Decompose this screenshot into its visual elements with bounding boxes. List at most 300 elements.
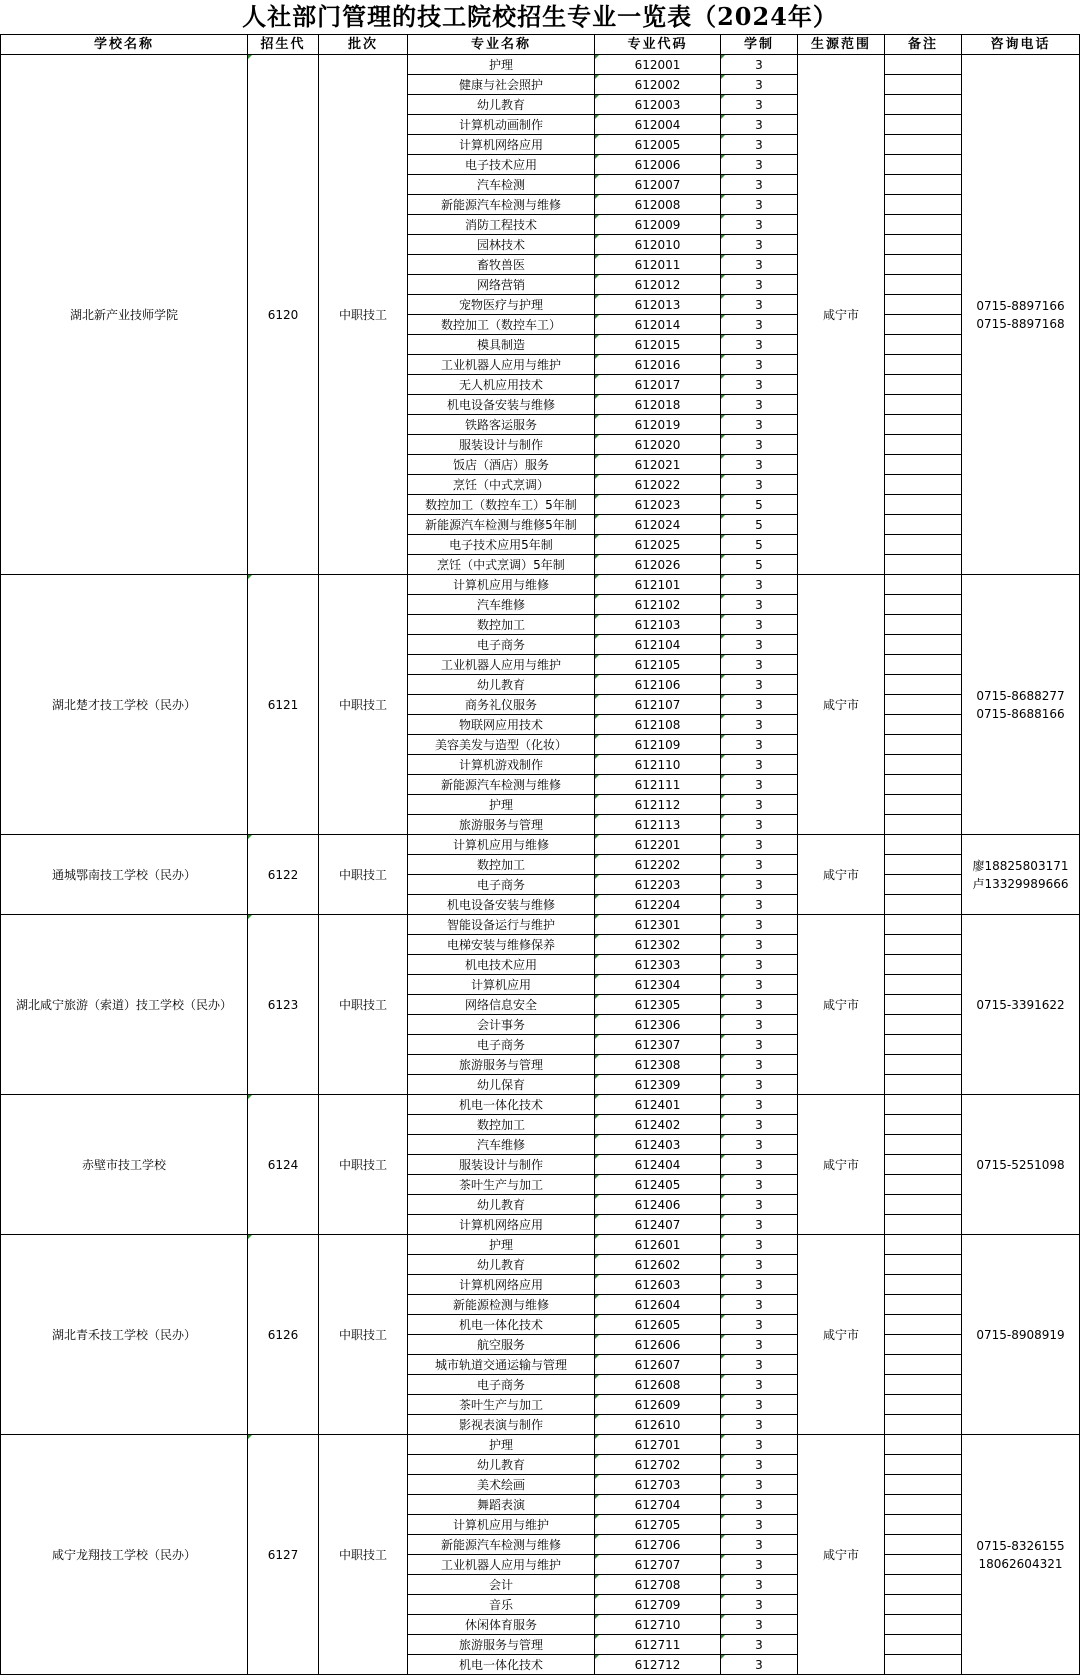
major-name: 工业机器人应用与维护 xyxy=(408,355,595,375)
major-code: 612306 xyxy=(595,1015,721,1035)
enroll-code: 6124 xyxy=(248,1095,319,1235)
major-name: 旅游服务与管理 xyxy=(408,1635,595,1655)
notes-cell xyxy=(885,1615,962,1635)
duration: 3 xyxy=(721,1115,798,1135)
duration: 3 xyxy=(721,655,798,675)
major-code: 612004 xyxy=(595,115,721,135)
notes-cell xyxy=(885,1455,962,1475)
notes-cell xyxy=(885,1075,962,1095)
major-code: 612203 xyxy=(595,875,721,895)
major-name: 数控加工 xyxy=(408,615,595,635)
major-name: 护理 xyxy=(408,1435,595,1455)
phone-number: 0715-5251098 xyxy=(976,1157,1065,1172)
region: 咸宁市 xyxy=(798,1095,885,1235)
notes-cell xyxy=(885,415,962,435)
notes-cell xyxy=(885,755,962,775)
notes-cell xyxy=(885,1295,962,1315)
major-code: 612705 xyxy=(595,1515,721,1535)
major-code: 612302 xyxy=(595,935,721,955)
enroll-code: 6126 xyxy=(248,1235,319,1435)
major-code: 612015 xyxy=(595,335,721,355)
major-name: 机电一体化技术 xyxy=(408,1655,595,1675)
major-code: 612021 xyxy=(595,455,721,475)
major-name: 物联网应用技术 xyxy=(408,715,595,735)
major-name: 美容美发与造型（化妆） xyxy=(408,735,595,755)
table-row xyxy=(1,1235,1080,1255)
region: 咸宁市 xyxy=(798,835,885,915)
major-name: 数控加工（数控车工）5年制 xyxy=(408,495,595,515)
major-code: 612308 xyxy=(595,1055,721,1075)
duration: 3 xyxy=(721,1075,798,1095)
major-name: 网络信息安全 xyxy=(408,995,595,1015)
major-code: 612104 xyxy=(595,635,721,655)
major-name: 数控加工 xyxy=(408,855,595,875)
notes-cell xyxy=(885,915,962,935)
duration: 3 xyxy=(721,1535,798,1555)
major-name: 计算机动画制作 xyxy=(408,115,595,135)
duration: 3 xyxy=(721,855,798,875)
notes-cell xyxy=(885,555,962,575)
table-body xyxy=(1,55,1080,1675)
major-name: 铁路客运服务 xyxy=(408,415,595,435)
phone-number: 0715-8688277 xyxy=(976,688,1065,703)
duration: 3 xyxy=(721,1495,798,1515)
major-code: 612008 xyxy=(595,195,721,215)
table-row xyxy=(1,1095,1080,1115)
major-name: 幼儿教育 xyxy=(408,1255,595,1275)
phone-number: 0715-3391622 xyxy=(976,997,1065,1012)
major-code: 612014 xyxy=(595,315,721,335)
major-name: 电子商务 xyxy=(408,1375,595,1395)
major-name: 美术绘画 xyxy=(408,1475,595,1495)
major-name: 无人机应用技术 xyxy=(408,375,595,395)
major-code: 612010 xyxy=(595,235,721,255)
duration: 3 xyxy=(721,1335,798,1355)
duration: 3 xyxy=(721,715,798,735)
notes-cell xyxy=(885,535,962,555)
major-code: 612604 xyxy=(595,1295,721,1315)
enrollment-table xyxy=(0,34,1080,1675)
notes-cell xyxy=(885,655,962,675)
notes-cell xyxy=(885,1315,962,1335)
major-name: 汽车维修 xyxy=(408,1135,595,1155)
major-code: 612708 xyxy=(595,1575,721,1595)
major-code: 612025 xyxy=(595,535,721,555)
notes-cell xyxy=(885,495,962,515)
notes-cell xyxy=(885,1395,962,1415)
notes-cell xyxy=(885,1475,962,1495)
notes-cell xyxy=(885,135,962,155)
notes-cell xyxy=(885,215,962,235)
duration: 3 xyxy=(721,875,798,895)
notes-cell xyxy=(885,435,962,455)
major-code: 612005 xyxy=(595,135,721,155)
notes-cell xyxy=(885,1135,962,1155)
major-code: 612110 xyxy=(595,755,721,775)
major-code: 612023 xyxy=(595,495,721,515)
major-name: 商务礼仪服务 xyxy=(408,695,595,715)
duration: 3 xyxy=(721,1515,798,1535)
school-name: 咸宁龙翔技工学校（民办） xyxy=(1,1435,248,1675)
major-name: 烹饪（中式烹调）5年制 xyxy=(408,555,595,575)
major-name: 计算机应用与维护 xyxy=(408,1515,595,1535)
notes-cell xyxy=(885,515,962,535)
major-name: 舞蹈表演 xyxy=(408,1495,595,1515)
notes-cell xyxy=(885,1415,962,1435)
duration: 3 xyxy=(721,275,798,295)
notes-cell xyxy=(885,895,962,915)
major-name: 机电设备安装与维修 xyxy=(408,395,595,415)
major-name: 电梯安装与维修保养 xyxy=(408,935,595,955)
duration: 3 xyxy=(721,375,798,395)
major-code: 612102 xyxy=(595,595,721,615)
major-code: 612105 xyxy=(595,655,721,675)
notes-cell xyxy=(885,1495,962,1515)
enroll-code: 6122 xyxy=(248,835,319,915)
duration: 5 xyxy=(721,495,798,515)
batch: 中职技工 xyxy=(319,1435,408,1675)
major-code: 612605 xyxy=(595,1315,721,1335)
major-name: 护理 xyxy=(408,55,595,75)
major-name: 休闲体育服务 xyxy=(408,1615,595,1635)
notes-cell xyxy=(885,1635,962,1655)
notes-cell xyxy=(885,95,962,115)
major-name: 电子技术应用5年制 xyxy=(408,535,595,555)
duration: 3 xyxy=(721,795,798,815)
notes-cell xyxy=(885,1255,962,1275)
major-name: 护理 xyxy=(408,1235,595,1255)
notes-cell xyxy=(885,335,962,355)
major-name: 城市轨道交通运输与管理 xyxy=(408,1355,595,1375)
notes-cell xyxy=(885,1015,962,1035)
major-name: 机电设备安装与维修 xyxy=(408,895,595,915)
duration: 3 xyxy=(721,815,798,835)
duration: 3 xyxy=(721,1595,798,1615)
duration: 3 xyxy=(721,1015,798,1035)
duration: 3 xyxy=(721,475,798,495)
major-code: 612706 xyxy=(595,1535,721,1555)
major-name: 数控加工 xyxy=(408,1115,595,1135)
notes-cell xyxy=(885,475,962,495)
phone-cell xyxy=(962,55,1080,575)
notes-cell xyxy=(885,1515,962,1535)
phone-number: 18062604321 xyxy=(978,1556,1063,1571)
major-name: 茶叶生产与加工 xyxy=(408,1395,595,1415)
major-name: 汽车检测 xyxy=(408,175,595,195)
major-code: 612019 xyxy=(595,415,721,435)
duration: 3 xyxy=(721,1135,798,1155)
phone-number: 廖18825803171 xyxy=(972,858,1069,873)
notes-cell xyxy=(885,235,962,255)
major-name: 数控加工（数控车工） xyxy=(408,315,595,335)
phone-cell xyxy=(962,575,1080,835)
major-name: 畜牧兽医 xyxy=(408,255,595,275)
duration: 3 xyxy=(721,335,798,355)
major-code: 612309 xyxy=(595,1075,721,1095)
major-code: 612201 xyxy=(595,835,721,855)
duration: 3 xyxy=(721,915,798,935)
major-code: 612106 xyxy=(595,675,721,695)
region: 咸宁市 xyxy=(798,575,885,835)
major-name: 新能源汽车检测与维修5年制 xyxy=(408,515,595,535)
duration: 5 xyxy=(721,555,798,575)
major-code: 612011 xyxy=(595,255,721,275)
phone-number: 0715-8897166 xyxy=(976,298,1065,313)
notes-cell xyxy=(885,995,962,1015)
notes-cell xyxy=(885,675,962,695)
major-name: 航空服务 xyxy=(408,1335,595,1355)
major-name: 电子商务 xyxy=(408,1035,595,1055)
school-name: 湖北青禾技工学校（民办） xyxy=(1,1235,248,1435)
notes-cell xyxy=(885,615,962,635)
major-name: 汽车维修 xyxy=(408,595,595,615)
major-name: 计算机网络应用 xyxy=(408,135,595,155)
major-code: 612607 xyxy=(595,1355,721,1375)
major-code: 612601 xyxy=(595,1235,721,1255)
notes-cell xyxy=(885,75,962,95)
major-code: 612305 xyxy=(595,995,721,1015)
major-name: 模具制造 xyxy=(408,335,595,355)
major-name: 服装设计与制作 xyxy=(408,435,595,455)
duration: 3 xyxy=(721,895,798,915)
phone-cell xyxy=(962,1435,1080,1675)
notes-cell xyxy=(885,955,962,975)
notes-cell xyxy=(885,935,962,955)
major-name: 计算机网络应用 xyxy=(408,1215,595,1235)
notes-cell xyxy=(885,1375,962,1395)
duration: 3 xyxy=(721,215,798,235)
duration: 3 xyxy=(721,1375,798,1395)
duration: 3 xyxy=(721,355,798,375)
notes-cell xyxy=(885,775,962,795)
major-name: 影视表演与制作 xyxy=(408,1415,595,1435)
school-name: 湖北新产业技师学院 xyxy=(1,55,248,575)
notes-cell xyxy=(885,395,962,415)
major-code: 612711 xyxy=(595,1635,721,1655)
major-code: 612013 xyxy=(595,295,721,315)
table-row xyxy=(1,915,1080,935)
major-code: 612012 xyxy=(595,275,721,295)
major-code: 612103 xyxy=(595,615,721,635)
major-name: 会计 xyxy=(408,1575,595,1595)
duration: 3 xyxy=(721,1255,798,1275)
major-code: 612404 xyxy=(595,1155,721,1175)
major-name: 新能源汽车检测与维修 xyxy=(408,195,595,215)
major-name: 计算机应用与维修 xyxy=(408,575,595,595)
notes-cell xyxy=(885,795,962,815)
major-code: 612304 xyxy=(595,975,721,995)
major-code: 612301 xyxy=(595,915,721,935)
major-name: 音乐 xyxy=(408,1595,595,1615)
notes-cell xyxy=(885,1435,962,1455)
notes-cell xyxy=(885,275,962,295)
duration: 3 xyxy=(721,675,798,695)
notes-cell xyxy=(885,855,962,875)
major-code: 612202 xyxy=(595,855,721,875)
notes-cell xyxy=(885,735,962,755)
notes-cell xyxy=(885,115,962,135)
major-name: 智能设备运行与维护 xyxy=(408,915,595,935)
notes-cell xyxy=(885,1215,962,1235)
notes-cell xyxy=(885,175,962,195)
notes-cell xyxy=(885,1095,962,1115)
major-code: 612606 xyxy=(595,1335,721,1355)
major-code: 612710 xyxy=(595,1615,721,1635)
header-duration: 学制 xyxy=(721,35,798,55)
major-code: 612405 xyxy=(595,1175,721,1195)
major-code: 612112 xyxy=(595,795,721,815)
enroll-code: 6127 xyxy=(248,1435,319,1675)
major-name: 新能源汽车检测与维修 xyxy=(408,1535,595,1555)
notes-cell xyxy=(885,975,962,995)
duration: 5 xyxy=(721,515,798,535)
major-name: 计算机应用 xyxy=(408,975,595,995)
duration: 3 xyxy=(721,95,798,115)
duration: 3 xyxy=(721,1415,798,1435)
major-code: 612108 xyxy=(595,715,721,735)
region: 咸宁市 xyxy=(798,1235,885,1435)
notes-cell xyxy=(885,1575,962,1595)
major-name: 健康与社会照护 xyxy=(408,75,595,95)
notes-cell xyxy=(885,1235,962,1255)
major-name: 宠物医疗与护理 xyxy=(408,295,595,315)
notes-cell xyxy=(885,815,962,835)
batch: 中职技工 xyxy=(319,55,408,575)
batch: 中职技工 xyxy=(319,835,408,915)
major-name: 茶叶生产与加工 xyxy=(408,1175,595,1195)
major-code: 612610 xyxy=(595,1415,721,1435)
batch: 中职技工 xyxy=(319,1235,408,1435)
duration: 3 xyxy=(721,175,798,195)
duration: 3 xyxy=(721,635,798,655)
header-batch: 批次 xyxy=(319,35,408,55)
duration: 3 xyxy=(721,1455,798,1475)
major-code: 612704 xyxy=(595,1495,721,1515)
major-name: 机电一体化技术 xyxy=(408,1095,595,1115)
duration: 3 xyxy=(721,975,798,995)
major-code: 612016 xyxy=(595,355,721,375)
enroll-code: 6123 xyxy=(248,915,319,1095)
duration: 3 xyxy=(721,195,798,215)
notes-cell xyxy=(885,875,962,895)
major-name: 计算机网络应用 xyxy=(408,1275,595,1295)
major-name: 饭店（酒店）服务 xyxy=(408,455,595,475)
major-code: 612609 xyxy=(595,1395,721,1415)
duration: 3 xyxy=(721,1355,798,1375)
duration: 3 xyxy=(721,1055,798,1075)
major-code: 612702 xyxy=(595,1455,721,1475)
major-code: 612003 xyxy=(595,95,721,115)
notes-cell xyxy=(885,1595,962,1615)
duration: 3 xyxy=(721,295,798,315)
duration: 5 xyxy=(721,535,798,555)
duration: 3 xyxy=(721,1215,798,1235)
major-name: 园林技术 xyxy=(408,235,595,255)
major-code: 612703 xyxy=(595,1475,721,1495)
phone-cell xyxy=(962,1095,1080,1235)
major-name: 计算机应用与维修 xyxy=(408,835,595,855)
major-code: 612707 xyxy=(595,1555,721,1575)
notes-cell xyxy=(885,315,962,335)
duration: 3 xyxy=(721,255,798,275)
notes-cell xyxy=(885,1555,962,1575)
major-name: 计算机游戏制作 xyxy=(408,755,595,775)
major-code: 612113 xyxy=(595,815,721,835)
phone-cell xyxy=(962,915,1080,1095)
major-name: 消防工程技术 xyxy=(408,215,595,235)
duration: 3 xyxy=(721,1655,798,1675)
major-code: 612402 xyxy=(595,1115,721,1135)
batch: 中职技工 xyxy=(319,915,408,1095)
region: 咸宁市 xyxy=(798,915,885,1095)
duration: 3 xyxy=(721,1175,798,1195)
school-name: 通城鄂南技工学校（民办） xyxy=(1,835,248,915)
duration: 3 xyxy=(721,75,798,95)
duration: 3 xyxy=(721,115,798,135)
duration: 3 xyxy=(721,1235,798,1255)
major-code: 612009 xyxy=(595,215,721,235)
duration: 3 xyxy=(721,995,798,1015)
major-code: 612407 xyxy=(595,1215,721,1235)
major-code: 612608 xyxy=(595,1375,721,1395)
major-name: 幼儿教育 xyxy=(408,1195,595,1215)
duration: 3 xyxy=(721,455,798,475)
duration: 3 xyxy=(721,1275,798,1295)
major-name: 工业机器人应用与维护 xyxy=(408,1555,595,1575)
major-code: 612709 xyxy=(595,1595,721,1615)
duration: 3 xyxy=(721,575,798,595)
enroll-code: 6121 xyxy=(248,575,319,835)
major-name: 幼儿教育 xyxy=(408,95,595,115)
notes-cell xyxy=(885,595,962,615)
notes-cell xyxy=(885,375,962,395)
notes-cell xyxy=(885,155,962,175)
sheet-title: 人社部门管理的技工院校招生专业一览表（2024年） xyxy=(242,2,838,31)
notes-cell xyxy=(885,1655,962,1675)
major-code: 612401 xyxy=(595,1095,721,1115)
duration: 3 xyxy=(721,1095,798,1115)
notes-cell xyxy=(885,1175,962,1195)
header-major: 专业名称 xyxy=(408,35,595,55)
region: 咸宁市 xyxy=(798,1435,885,1675)
major-code: 612109 xyxy=(595,735,721,755)
notes-cell xyxy=(885,55,962,75)
table-row xyxy=(1,575,1080,595)
duration: 3 xyxy=(721,1295,798,1315)
duration: 3 xyxy=(721,1435,798,1455)
notes-cell xyxy=(885,1275,962,1295)
major-code: 612024 xyxy=(595,515,721,535)
major-code: 612001 xyxy=(595,55,721,75)
major-name: 网络营销 xyxy=(408,275,595,295)
duration: 3 xyxy=(721,235,798,255)
duration: 3 xyxy=(721,1615,798,1635)
major-code: 612026 xyxy=(595,555,721,575)
notes-cell xyxy=(885,1535,962,1555)
major-code: 612403 xyxy=(595,1135,721,1155)
major-code: 612006 xyxy=(595,155,721,175)
phone-number: 卢13329989666 xyxy=(972,876,1069,891)
notes-cell xyxy=(885,1115,962,1135)
phone-number: 0715-8688166 xyxy=(976,706,1065,721)
notes-cell xyxy=(885,1035,962,1055)
major-code: 612406 xyxy=(595,1195,721,1215)
table-row xyxy=(1,55,1080,75)
duration: 3 xyxy=(721,1035,798,1055)
major-name: 会计事务 xyxy=(408,1015,595,1035)
notes-cell xyxy=(885,1335,962,1355)
duration: 3 xyxy=(721,615,798,635)
